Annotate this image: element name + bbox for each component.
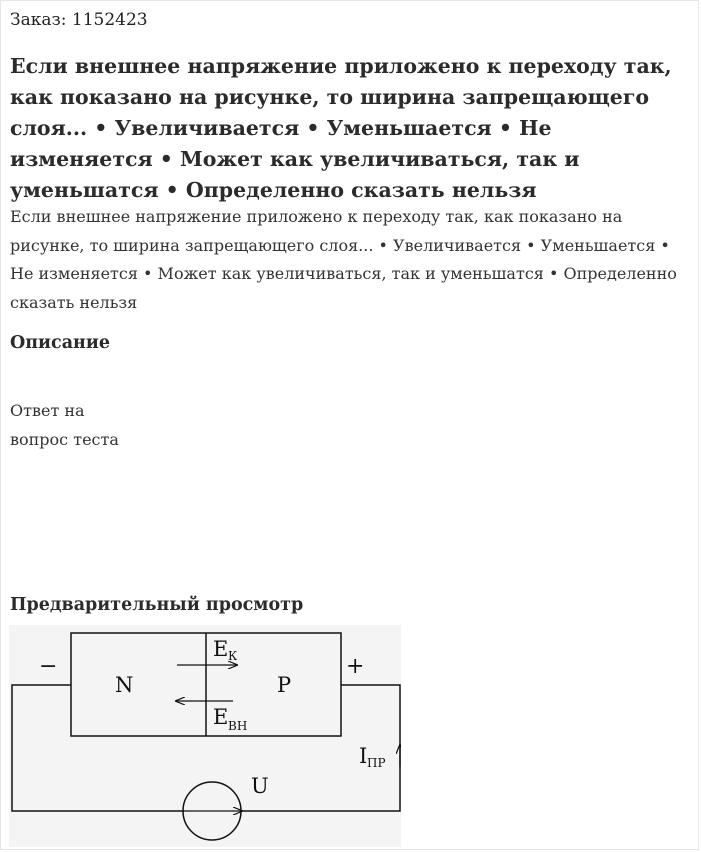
evn-subscript: ВН (228, 719, 248, 733)
circuit-diagram (9, 625, 401, 847)
minus-label: − (39, 654, 58, 679)
evn-label: E (213, 705, 229, 729)
answer-line-2: вопрос теста (10, 430, 119, 449)
preview-heading: Предварительный просмотр (10, 595, 304, 615)
wire-left (12, 685, 184, 811)
u-label: U (251, 774, 269, 798)
answer-line-1: Ответ на (10, 401, 85, 420)
plus-label: + (346, 654, 365, 679)
order-number: Заказ: 1152423 (10, 10, 148, 30)
n-region-label: N (115, 673, 134, 697)
preview-figure (9, 625, 401, 847)
description-heading: Описание (10, 333, 110, 353)
ipr-label: I (359, 744, 368, 768)
question-text: Если внешнее напряжение приложено к переходу так, как показано на рисунке, то ширина запрещающего слоя... • Увеличивается • Уменьшается • Не изменяется • Может как увеличиваться, так и уменьшатся • Определенно сказать нельзя (10, 207, 677, 312)
answer-block (10, 396, 119, 454)
ipr-subscript: ПР (367, 756, 386, 770)
page-title: Если внешнее напряжение приложено к переходу так, как показано на рисунке, то ширина запрещающего слоя... • Увеличивается • Уменьшается • Не изменяется • Может как увеличиваться, так и уменьшатся • Определенно сказать нельзя (10, 54, 672, 202)
ek-subscript: К (228, 649, 238, 663)
ek-label: E (213, 637, 229, 661)
p-region-label: P (277, 673, 292, 697)
